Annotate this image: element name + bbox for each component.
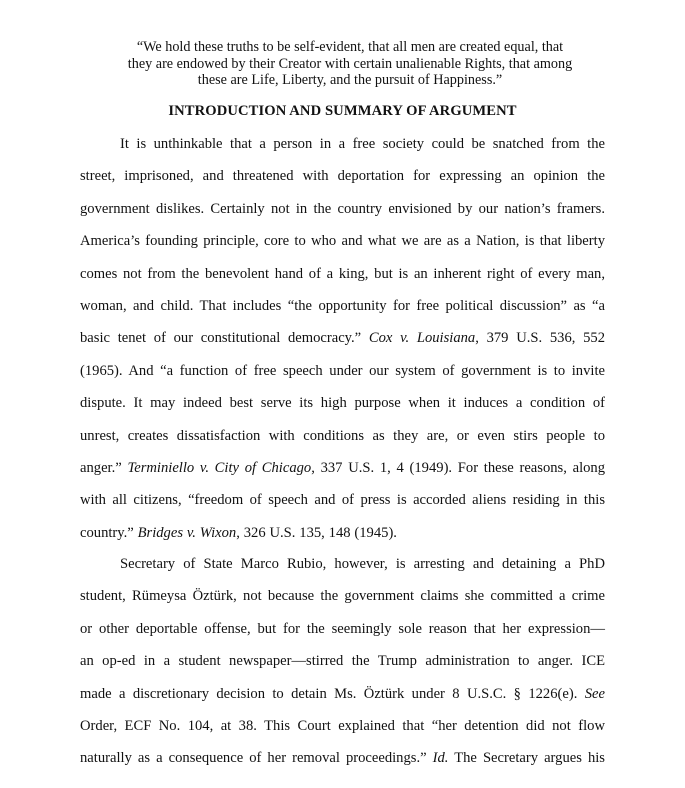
- text-segment: , 379 U.S. 536, 552: [475, 330, 605, 347]
- text-line: student, Rümeysa Öztürk, not because the government claims she committed a crime: [80, 588, 605, 605]
- text-line: an op-ed in a student newspaper—stirred the Trump administration to anger. ICE: [80, 653, 605, 670]
- text-line: unrest, creates dissatisfaction with conditions as they are, or even stirs people to: [80, 427, 605, 444]
- text-line: [80, 517, 605, 549]
- text-line: comes not from the benevolent hand of a king, but is an inherent right of every man,: [80, 265, 605, 282]
- text-segment: basic tenet of our constitutional democracy.”: [80, 330, 369, 347]
- epigraph-quote: [90, 39, 610, 89]
- text-line: (1965). And “a function of free speech under our system of government is to invite: [80, 362, 605, 379]
- text-segment: The Secretary argues his: [448, 750, 605, 767]
- case-citation: Bridges v. Wixon: [137, 524, 237, 541]
- text-segment: anger.”: [80, 459, 128, 476]
- text-line: [80, 678, 605, 710]
- text-segment: , 326 U.S. 135, 148 (1945).: [236, 524, 397, 541]
- text-segment: country.”: [80, 524, 138, 541]
- epigraph-line: these are Life, Liberty, and the pursuit of Happiness.”: [197, 72, 503, 88]
- text-line: [80, 742, 605, 774]
- paragraph-intro: [80, 128, 605, 549]
- case-citation: Terminiello v. City of Chicago: [127, 459, 312, 476]
- text-line: woman, and child. That includes “the opportunity for free political discussion” as “a: [80, 297, 605, 314]
- text-segment: naturally as a consequence of her removal proceedings.”: [80, 750, 433, 767]
- text-line: [80, 322, 605, 354]
- case-citation: Cox v. Louisiana: [368, 330, 476, 347]
- text-line: Secretary of State Marco Rubio, however, is arresting and detaining a PhD: [120, 556, 605, 572]
- text-line: or other deportable offense, but for the seemingly sole reason that her expression—: [80, 620, 605, 637]
- epigraph-line: they are endowed by their Creator with certain unalienable Rights, that among: [127, 55, 573, 72]
- text-line: Order, ECF No. 104, at 38. This Court explained that “her detention did not flow: [80, 717, 605, 734]
- text-segment: made a discretionary decision to detain Ms. Öztürk under 8 U.S.C. § 1226(e).: [80, 685, 585, 702]
- text-line: It is unthinkable that a person in a free society could be snatched from the: [120, 136, 605, 152]
- text-line: dispute. It may indeed best serve its high purpose when it induces a condition of: [80, 395, 605, 412]
- signal-word: Id.: [432, 750, 449, 767]
- text-line: with all citizens, “freedom of speech and of press is accorded aliens residing in this: [80, 492, 605, 509]
- text-line: [80, 452, 605, 484]
- text-line: America’s founding principle, core to who and what we are as a Nation, is that liberty: [80, 233, 605, 250]
- paragraph-argument: [80, 548, 605, 775]
- epigraph-line: “We hold these truths to be self-evident, that all men are created equal, that: [136, 39, 564, 55]
- text-line: government dislikes. Certainly not in the country envisioned by our nation’s framers.: [80, 200, 605, 217]
- section-heading: INTRODUCTION AND SUMMARY OF ARGUMENT: [168, 103, 517, 119]
- text-segment: , 337 U.S. 1, 4 (1949). For these reasons, along: [311, 459, 606, 476]
- text-line: street, imprisoned, and threatened with deportation for expressing an opinion the: [80, 168, 605, 185]
- signal-word: See: [584, 685, 605, 702]
